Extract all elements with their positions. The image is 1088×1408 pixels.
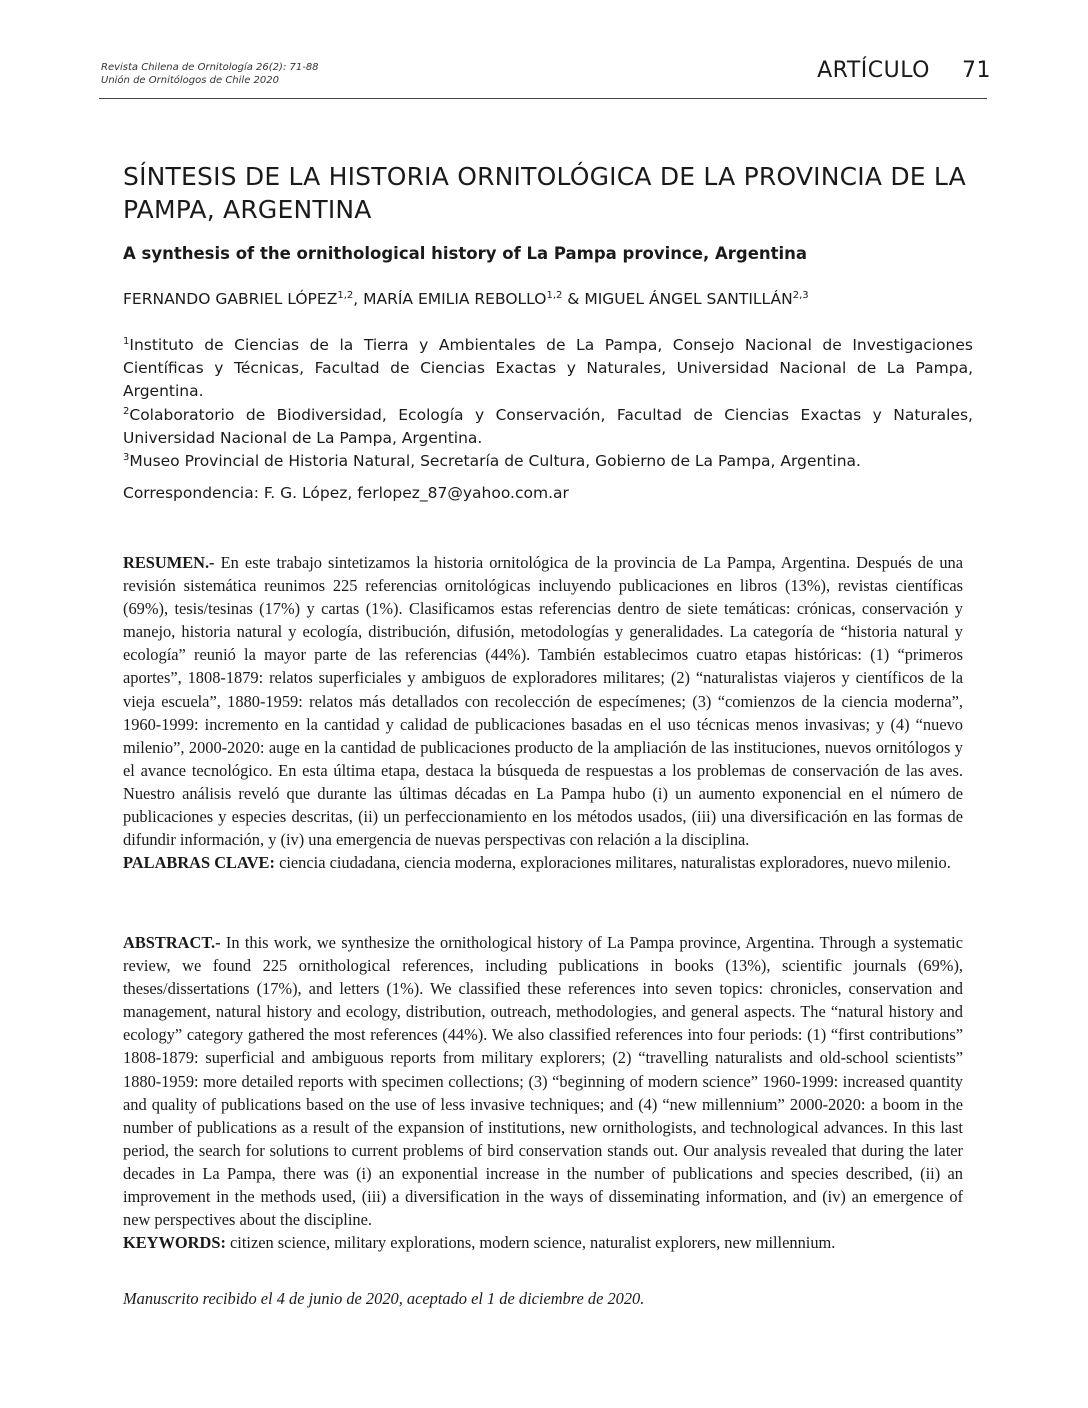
affiliation-text: Instituto de Ciencias de la Tierra y Ambientales de La Pampa, Consejo Nacional de Investigaciones Científicas y Técnicas, Facultad de Ciencias Exactas y Naturales, Universidad Nacional de La Pampa, Argentina. [123, 336, 973, 401]
palabras-clave-label: PALABRAS CLAVE: [123, 853, 275, 873]
correspondence: Correspondencia: F. G. López, ferlopez_87@yahoo.com.ar [123, 484, 569, 502]
article-subtitle: A synthesis of the ornithological history of La Pampa province, Argentina [123, 244, 808, 263]
affiliation-item [123, 450, 973, 473]
manuscript-dates: Manuscrito recibido el 4 de junio de 2020, aceptado el 1 de diciembre de 2020. [123, 1289, 645, 1308]
affiliation-text: Colaboratorio de Biodiversidad, Ecología y Conservación, Facultad de Ciencias Exactas y Naturales, Universidad Nacional de La Pampa, Argentina. [123, 405, 973, 447]
affiliation-number: 2 [123, 405, 130, 417]
affiliation-number: 3 [123, 452, 130, 464]
resumen-text: En este trabajo sintetizamos la historia ornitológica de la provincia de La Pampa, Argentina. Después de una revisión sistemática reunimos 225 referencias ornitológicas incluyendo publicaciones en libros (13%), revistas científicas (69%), tesis/tesinas (17%) y cartas (1%). Clasificamos estas referencias dentro de siete temáticas: crónicas, conservación y manejo, historia natural y ecología, distribución, difusión, metodologías y generalidades. La categoría de “historia natural y ecología” reunió la mayor parte de las referencias (44%). También establecimos cuatro etapas históricas: (1) “primeros aportes”, 1808-1879: relatos superficiales y ambiguos de exploradores militares; (2) “naturalistas viajeros y científicos de la vieja escuela”, 1880-1959: relatos más detallados con recolección de especímenes; (3) “comienzos de la ciencia moderna”, 1960-1999: incremento en la cantidad y calidad de publicaciones basadas en el uso técnicas menos invasivas; y (4) “nuevo milenio”, 2000-2020: auge en la cantidad de publicaciones producto de la ampliación de las instituciones, nuevos ornitólogos y el avance tecnológico. En esta última etapa, destaca la búsqueda de respuestas a los problemas de conservación de las aves. Nuestro análisis reveló que durante las últimas décadas en La Pampa hubo (i) un aumento exponencial en el número de publicaciones y especies descritas, (ii) un perfeccionamiento en los métodos usados, (iii) una diversificación en las formas de difundir información, y (iv) una emergencia de nuevas perspectivas con relación a la disciplina. [123, 553, 964, 850]
author-name: FERNANDO GABRIEL LÓPEZ [123, 290, 338, 308]
affiliation-text: Museo Provincial de Historia Natural, Secretaría de Cultura, Gobierno de La Pampa, Argentina. [129, 452, 861, 471]
author-separator: & [562, 290, 585, 308]
abstract-label: ABSTRACT.- [123, 933, 221, 952]
author-affiliation-mark: 1,2 [337, 290, 354, 301]
section-label: ARTÍCULO [817, 58, 930, 83]
affiliation-number: 1 [123, 336, 130, 347]
journal-citation [101, 61, 319, 87]
article-title: SÍNTESIS DE LA HISTORIA ORNITOLÓGICA DE LA PROVINCIA DE LA PAMPA, ARGENTINA [123, 162, 966, 224]
running-header [817, 58, 991, 83]
author-name: MARÍA EMILIA REBOLLO [363, 290, 547, 308]
author-name: MIGUEL ÁNGEL SANTILLÁN [584, 290, 793, 308]
author-affiliation-mark: 1,2 [546, 290, 563, 301]
author-separator: , [353, 290, 364, 308]
affiliations [123, 334, 973, 473]
header-divider [99, 98, 987, 99]
journal-line-1: Revista Chilena de Ornitología 26(2): 71-88 [101, 62, 319, 73]
palabras-clave-text: ciencia ciudadana, ciencia moderna, exploraciones militares, naturalistas exploradores, nuevo milenio. [279, 853, 951, 873]
author-affiliation-mark: 2,3 [792, 290, 809, 301]
affiliation-item [123, 334, 973, 404]
affiliation-item [123, 404, 973, 450]
resumen-label: RESUMEN.- [123, 553, 215, 572]
page-number: 71 [962, 58, 991, 83]
keywords-label: KEYWORDS: [123, 1233, 226, 1253]
keywords-text: citizen science, military explorations, modern science, naturalist explorers, new millennium. [230, 1233, 836, 1253]
abstract-section [123, 931, 963, 1254]
author-list [123, 290, 983, 308]
abstract-text: In this work, we synthesize the ornithological history of La Pampa province, Argentina. Through a systematic review, we found 225 ornithological references, including publications in books (13%), scientific journals (69%), theses/dissertations (17%), and letters (1%). We classified these references into seven topics: chronicles, conservation and management, natural history and ecology, distribution, outreach, methodologies, and general aspects. The “natural history and ecology” category gathered the most references (44%). We also classified references into four periods: (1) “first contributions” 1808-1879: superficial and ambiguous reports from military explorers; (2) “travelling naturalists and old-school scientists” 1880-1959: more detailed reports with specimen collections; (3) “beginning of modern science” 1960-1999: increased quantity and quality of publications based on the use of less invasive techniques; and (4) “new millennium” 2000-2020: a boom in the number of publications as a result of the expansion of institutions, new ornithologists, and technological advances. In this last period, the search for solutions to current problems of bird conservation stands out. Our analysis revealed that during the later decades in La Pampa, there was (i) an exponential increase in the number of publications and species described, (ii) an improvement in the methods used, (iii) a diversification in the ways of disseminating information, and (iv) an emergence of new perspectives about the discipline. [123, 933, 963, 1230]
journal-line-2: Unión de Ornitólogos de Chile 2020 [101, 75, 279, 86]
resumen-section [123, 551, 963, 874]
